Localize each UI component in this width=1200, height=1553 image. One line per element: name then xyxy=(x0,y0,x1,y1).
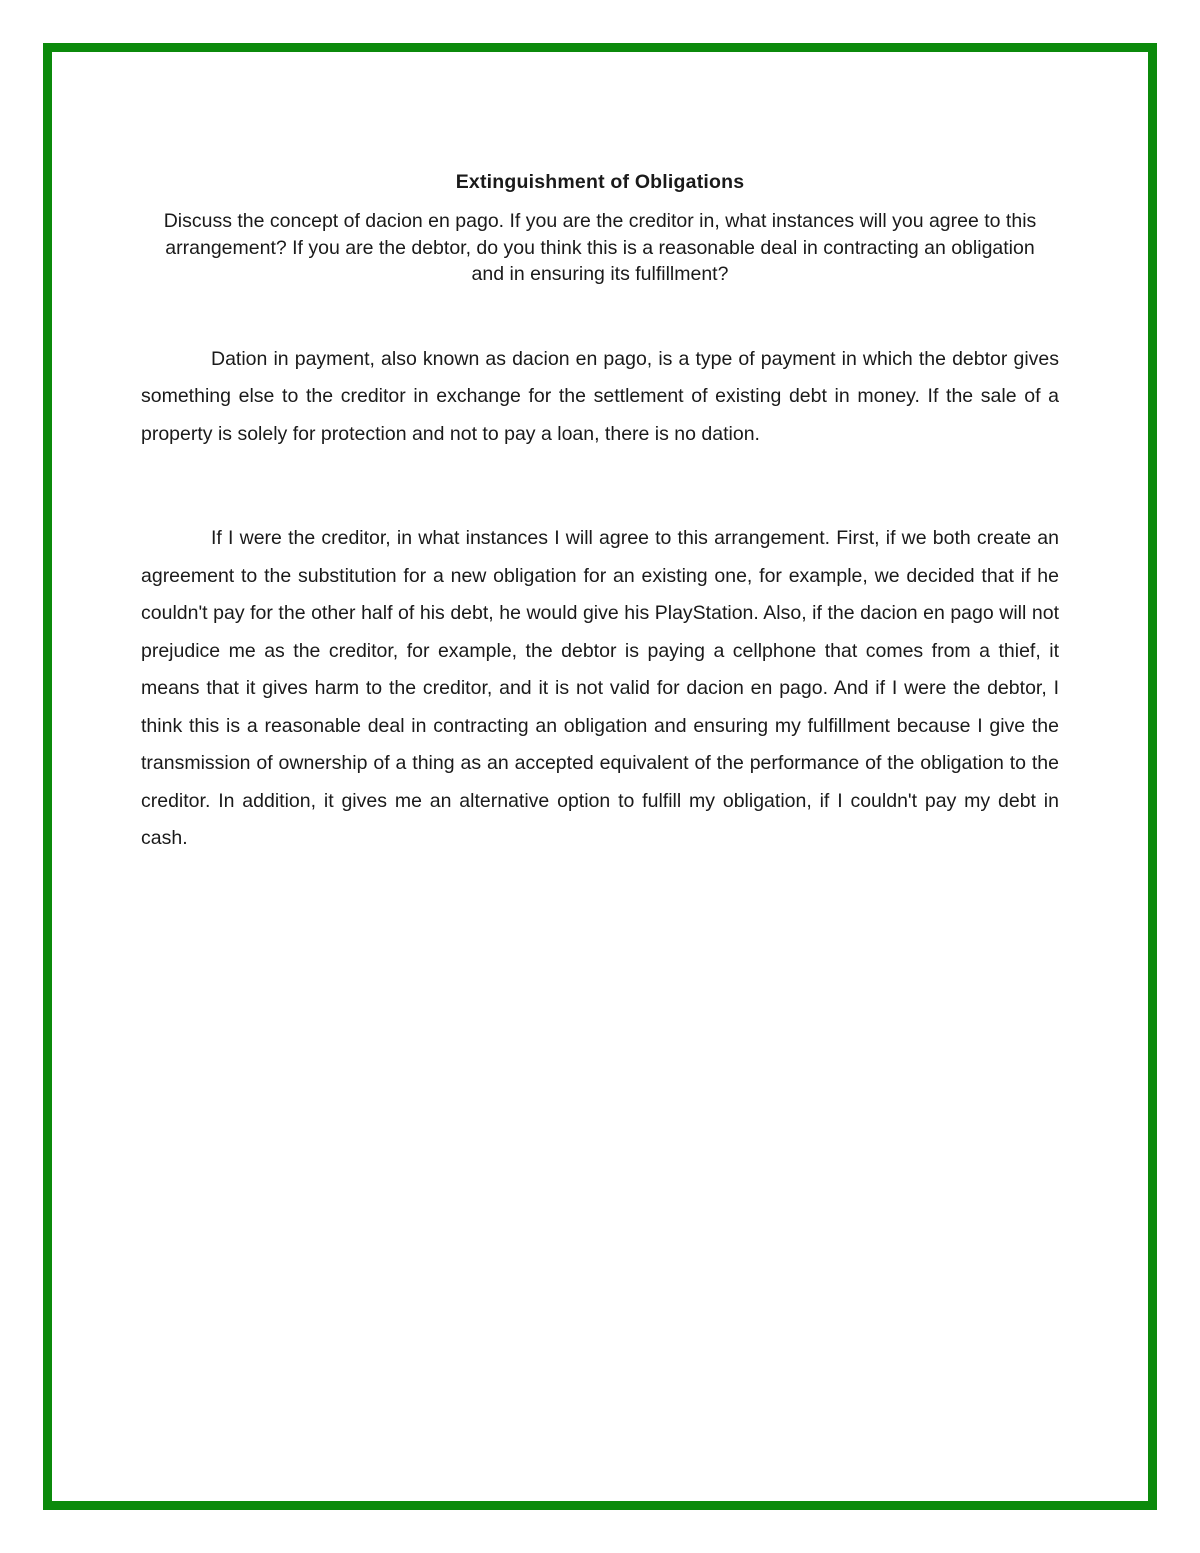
essay-prompt: Discuss the concept of dacion en pago. If you are the creditor in, what instances will you agree to this arrangement? If you are the debtor, do you think this is a reasonable deal in contracting an obligation and in ensuring its fulfillment? xyxy=(163,210,1037,285)
paragraph-creditor-debtor-view: If I were the creditor, in what instances I will agree to this arrangement. First, if we both create an agreement to the substitution for a new obligation for an existing one, for example, we decided that if he couldn't pay for the other half of his debt, he would give his PlayStation. Also, if the dacion en pago will not prejudice me as the creditor, for example, the debtor is paying a cellphone that comes from a thief, it means that it gives harm to the creditor, and it is not valid for dacion en pago. And if I were the debtor, I think this is a reasonable deal in contracting an obligation and ensuring my fulfillment because I give the transmission of ownership of a thing as an accepted equivalent of the performance of the obligation to the creditor. In addition, it gives me an alternative option to fulfill my obligation, if I couldn't pay my debt in cash. xyxy=(141,527,1059,849)
paragraph-dation-definition: Dation in payment, also known as dacion en pago, is a type of payment in which the debtor gives something else to the creditor in exchange for the settlement of existing debt in money. If the sale of a property is solely for protection and not to pay a loan, there is no dation. xyxy=(141,347,1059,445)
document-body xyxy=(141,168,1059,858)
document-title: Extinguishment of Obligations xyxy=(455,171,745,193)
